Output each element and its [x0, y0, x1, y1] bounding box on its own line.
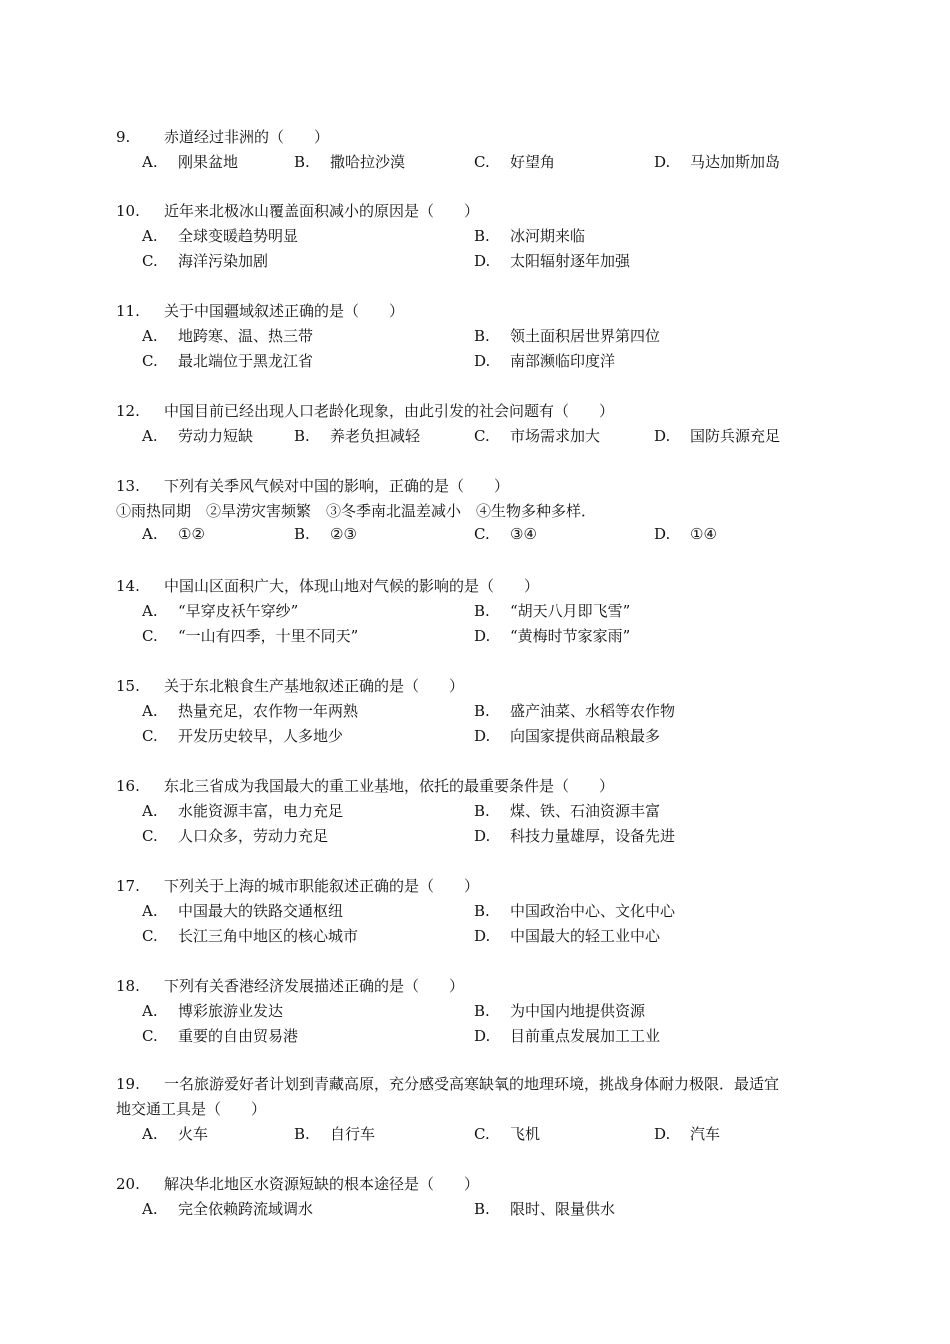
option-letter: A.: [142, 702, 158, 720]
option-text: 劳动力短缺: [178, 427, 254, 445]
option-letter: C.: [474, 427, 490, 445]
option-text: 撒哈拉沙漠: [330, 153, 406, 171]
option-letter: C.: [142, 727, 158, 745]
option-letter: C.: [142, 827, 158, 845]
answer-option[interactable]: [142, 800, 343, 821]
option-text: 中国政治中心、文化中心: [510, 902, 676, 920]
option-letter: D.: [474, 927, 491, 945]
option-letter: C.: [474, 525, 490, 543]
option-letter: D.: [654, 153, 671, 171]
option-text: 火车: [178, 1125, 209, 1143]
answer-option[interactable]: [142, 325, 313, 346]
answer-option[interactable]: [142, 1000, 283, 1021]
option-text: 地跨寒、温、热三带: [178, 327, 314, 345]
option-letter: B.: [474, 602, 490, 620]
answer-option[interactable]: [294, 525, 357, 543]
question-text: 中国目前已经出现人口老龄化现象，由此引发的社会问题有（ ）: [164, 402, 615, 420]
option-text: 市场需求加大: [510, 427, 601, 445]
question-number: 17.: [116, 877, 140, 895]
answer-option[interactable]: [142, 250, 268, 271]
question-number: 9.: [116, 128, 131, 146]
question-number: 19.: [116, 1075, 140, 1093]
option-letter: A.: [142, 153, 158, 171]
option-text: 重要的自由贸易港: [178, 1027, 299, 1045]
answer-option[interactable]: [474, 900, 675, 921]
answer-option[interactable]: [474, 825, 675, 846]
option-letter: D.: [474, 352, 491, 370]
option-letter: A.: [142, 1200, 158, 1218]
option-letter: A.: [142, 525, 158, 543]
option-text: ①④: [690, 525, 717, 543]
question-stem: [116, 475, 509, 496]
answer-option[interactable]: [142, 925, 358, 946]
question-number: 13.: [116, 477, 140, 495]
option-text: 全球变暖趋势明显: [178, 227, 299, 245]
answer-option[interactable]: [474, 625, 630, 646]
option-letter: A.: [142, 427, 158, 445]
answer-option[interactable]: [474, 1198, 615, 1219]
option-text: ②③: [330, 525, 357, 543]
option-text: 马达加斯加岛: [690, 153, 781, 171]
question-text: 下列有关香港经济发展描述正确的是（ ）: [164, 977, 465, 995]
answer-option[interactable]: [474, 151, 555, 172]
question-text: 下列关于上海的城市职能叙述正确的是（ ）: [164, 877, 480, 895]
option-text: 完全依赖跨流域调水: [178, 1200, 314, 1218]
option-letter: A.: [142, 1002, 158, 1020]
answer-option[interactable]: [474, 425, 600, 446]
option-text: “一山有四季，十里不同天”: [178, 627, 359, 645]
question-number: 11.: [116, 302, 140, 320]
option-text: ①②: [178, 525, 205, 543]
answer-option[interactable]: [474, 925, 660, 946]
question-text-continued: ①雨热同期 ②旱涝灾害频繁 ③冬季南北温差减小 ④生物多种多样．: [116, 502, 597, 520]
option-text: 目前重点发展加工工业: [510, 1027, 661, 1045]
option-letter: A.: [142, 802, 158, 820]
option-letter: B.: [474, 1200, 490, 1218]
option-text: 养老负担减轻: [330, 427, 421, 445]
option-letter: D.: [654, 1125, 671, 1143]
answer-option[interactable]: [474, 325, 660, 346]
option-letter: C.: [142, 1027, 158, 1045]
question-text: 解决华北地区水资源短缺的根本途径是（ ）: [164, 1175, 480, 1193]
option-text: ③④: [510, 525, 537, 543]
question-stem: [116, 1173, 479, 1194]
option-letter: B.: [474, 902, 490, 920]
question-number: 10.: [116, 202, 140, 220]
option-text: 海洋污染加剧: [178, 252, 269, 270]
question-text: 关于中国疆域叙述正确的是（ ）: [164, 302, 405, 320]
option-letter: A.: [142, 327, 158, 345]
option-text: 开发历史较早，人多地少: [178, 727, 344, 745]
question-text: 赤道经过非洲的（ ）: [164, 128, 330, 146]
option-text: 国防兵源充足: [690, 427, 781, 445]
option-letter: A.: [142, 902, 158, 920]
option-text: 中国最大的铁路交通枢纽: [178, 902, 344, 920]
question-text: 中国山区面积广大，体现山地对气候的影响的是（ ）: [164, 577, 540, 595]
option-text: 长江三角中地区的核心城市: [178, 927, 359, 945]
answer-option[interactable]: [142, 350, 313, 371]
answer-option[interactable]: [654, 525, 717, 543]
question-number: 14.: [116, 577, 140, 595]
answer-option[interactable]: [474, 1000, 645, 1021]
question-stem: [116, 575, 539, 596]
option-letter: A.: [142, 1125, 158, 1143]
option-letter: C.: [474, 1125, 490, 1143]
option-letter: C.: [474, 153, 490, 171]
answer-option[interactable]: [474, 350, 615, 371]
option-letter: D.: [474, 827, 491, 845]
question-number: 12.: [116, 402, 140, 420]
answer-option[interactable]: [142, 151, 238, 172]
option-text: 好望角: [510, 153, 556, 171]
answer-option[interactable]: [474, 525, 537, 543]
question-text: 东北三省成为我国最大的重工业基地，依托的最重要条件是（ ）: [164, 777, 615, 795]
option-text: 冰河期来临: [510, 227, 586, 245]
answer-option[interactable]: [142, 225, 298, 246]
option-letter: D.: [474, 627, 491, 645]
question-stem: [116, 875, 479, 896]
option-text: 最北端位于黑龙江省: [178, 352, 314, 370]
option-letter: B.: [474, 702, 490, 720]
option-letter: B.: [474, 227, 490, 245]
answer-option[interactable]: [142, 525, 205, 543]
option-text: 为中国内地提供资源: [510, 1002, 646, 1020]
answer-option[interactable]: [142, 725, 343, 746]
option-text: 科技力量雄厚，设备先进: [510, 827, 676, 845]
option-text: 中国最大的轻工业中心: [510, 927, 661, 945]
option-text: 自行车: [330, 1125, 376, 1143]
question-stem: [116, 675, 464, 696]
question-number: 18.: [116, 977, 140, 995]
answer-option[interactable]: [474, 800, 660, 821]
option-text: 博彩旅游业发达: [178, 1002, 284, 1020]
question-stem: [116, 300, 404, 321]
question-stem: [116, 400, 614, 421]
answer-option[interactable]: [142, 1025, 298, 1046]
question-stem: [116, 126, 329, 147]
option-letter: D.: [654, 525, 671, 543]
option-letter: D.: [654, 427, 671, 445]
answer-option[interactable]: [474, 600, 630, 621]
question-number: 20.: [116, 1175, 140, 1193]
answer-option[interactable]: [294, 151, 405, 172]
question-text: 近年来北极冰山覆盖面积减小的原因是（ ）: [164, 202, 480, 220]
answer-option[interactable]: [142, 900, 343, 921]
option-text: 飞机: [510, 1125, 541, 1143]
option-letter: A.: [142, 227, 158, 245]
option-text: 水能资源丰富，电力充足: [178, 802, 344, 820]
option-text: 限时、限量供水: [510, 1200, 616, 1218]
answer-option[interactable]: [654, 151, 780, 172]
answer-option[interactable]: [142, 825, 328, 846]
answer-option[interactable]: [294, 1123, 375, 1144]
answer-option[interactable]: [474, 1025, 660, 1046]
question-number: 15.: [116, 677, 140, 695]
option-text: 煤、铁、石油资源丰富: [510, 802, 661, 820]
answer-option[interactable]: [654, 425, 780, 446]
answer-option[interactable]: [474, 250, 630, 271]
option-text: 领土面积居世界第四位: [510, 327, 661, 345]
option-letter: B.: [294, 427, 310, 445]
answer-option[interactable]: [142, 1198, 313, 1219]
answer-option[interactable]: [654, 1123, 720, 1144]
option-text: 盛产油菜、水稻等农作物: [510, 702, 676, 720]
answer-option[interactable]: [474, 1123, 540, 1144]
option-text: 南部濒临印度洋: [510, 352, 616, 370]
question-number: 16.: [116, 777, 140, 795]
answer-option[interactable]: [474, 700, 675, 721]
option-letter: B.: [294, 1125, 310, 1143]
option-letter: C.: [142, 927, 158, 945]
question-stem: [116, 200, 479, 221]
answer-option[interactable]: [474, 725, 660, 746]
answer-option[interactable]: [142, 700, 358, 721]
option-letter: C.: [142, 627, 158, 645]
option-text: 太阳辐射逐年加强: [510, 252, 631, 270]
option-letter: B.: [474, 327, 490, 345]
option-letter: B.: [474, 1002, 490, 1020]
option-letter: D.: [474, 727, 491, 745]
option-letter: B.: [474, 802, 490, 820]
answer-option[interactable]: [142, 425, 253, 446]
option-text: “胡天八月即飞雪”: [510, 602, 631, 620]
option-letter: B.: [294, 153, 310, 171]
question-text: 关于东北粮食生产基地叙述正确的是（ ）: [164, 677, 465, 695]
option-text: 刚果盆地: [178, 153, 239, 171]
question-text: 一名旅游爱好者计划到青藏高原，充分感受高寒缺氧的地理环境，挑战身体耐力极限．最适宜: [164, 1075, 780, 1093]
answer-option[interactable]: [142, 625, 358, 646]
question-stem: [116, 775, 614, 796]
option-letter: C.: [142, 352, 158, 370]
answer-option[interactable]: [474, 225, 585, 246]
option-text: 向国家提供商品粮最多: [510, 727, 661, 745]
option-text: “黄梅时节家家雨”: [510, 627, 631, 645]
answer-option[interactable]: [142, 1123, 208, 1144]
option-text: 人口众多，劳动力充足: [178, 827, 329, 845]
answer-option[interactable]: [294, 425, 420, 446]
question-text: 下列有关季风气候对中国的影响，正确的是（ ）: [164, 477, 510, 495]
option-text: 热量充足，农作物一年两熟: [178, 702, 359, 720]
question-text-continued: 地交通工具是（ ）: [116, 1100, 267, 1118]
question-stem: [116, 1073, 779, 1094]
option-letter: B.: [294, 525, 310, 543]
option-text: “早穿皮袄午穿纱”: [178, 602, 299, 620]
option-letter: D.: [474, 1027, 491, 1045]
option-letter: A.: [142, 602, 158, 620]
option-letter: C.: [142, 252, 158, 270]
option-text: 汽车: [690, 1125, 721, 1143]
option-letter: D.: [474, 252, 491, 270]
answer-option[interactable]: [142, 600, 298, 621]
question-stem: [116, 975, 464, 996]
